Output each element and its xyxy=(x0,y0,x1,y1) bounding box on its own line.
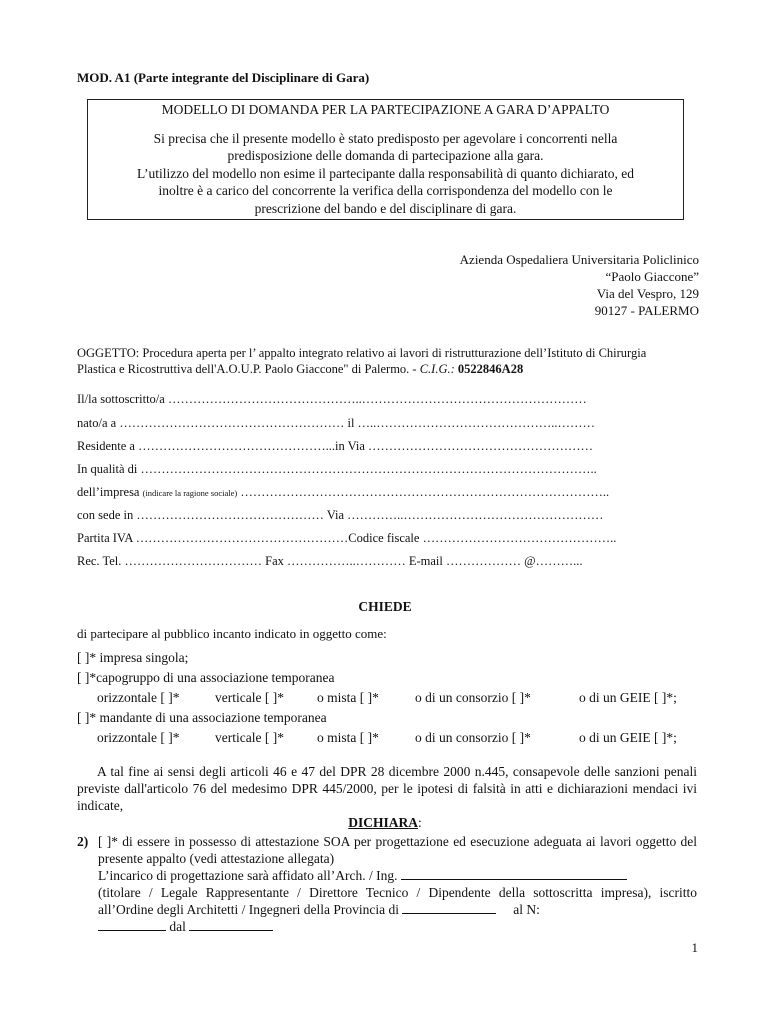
item2-numero-line xyxy=(98,918,697,935)
field-residente[interactable]: Residente a ………………………………………...in Via ……………………………………………… xyxy=(77,439,594,453)
option-mandante-geie[interactable]: o di un GEIE [ ]*; xyxy=(579,730,677,745)
option-capogruppo[interactable]: [ ]*capogruppo di una associazione temporanea xyxy=(77,670,335,685)
item2-soa-line[interactable]: [ ]* di essere in possesso di attestazione SOA per progettazione ed esecuzione adeguata ai lavori oggetto del presente appalto (vedi attestazione allegata) xyxy=(98,834,697,866)
option-capogruppo-consorzio[interactable]: o di un consorzio [ ]* xyxy=(415,690,531,705)
impresa-label: dell’impresa xyxy=(77,485,140,499)
option-capogruppo-mista[interactable]: o mista [ ]* xyxy=(317,690,379,705)
notice-heading: MODELLO DI DOMANDA PER LA PARTECIPAZIONE A GARA D’APPALTO xyxy=(161,102,610,117)
field-impresa[interactable] xyxy=(77,485,609,500)
field-sede[interactable]: con sede in ……………………………………… Via …………..………………………………………… xyxy=(77,508,604,522)
notice-line-3: L’utilizzo del modello non esime il partecipante dalla responsabilità di quanto dichiarato, ed xyxy=(137,165,634,181)
option-mandante-verticale[interactable]: verticale [ ]* xyxy=(215,730,284,745)
chiede-heading: CHIEDE xyxy=(358,599,412,614)
notice-line-5: prescrizione del bando e del disciplinare di gara. xyxy=(254,200,517,216)
option-capogruppo-geie[interactable]: o di un GEIE [ ]*; xyxy=(579,690,677,705)
al-n-label: al N: xyxy=(513,902,540,917)
subject-text: OGGETTO: Procedura aperta per l’ appalto integrato relativo ai lavori di ristrutturazione dell’Istituto di Chirurgia Plastica e Ricostruttiva dell'A.O.U.P. Paolo Giaccone" di Palermo. - xyxy=(77,346,647,376)
dichiara-colon: : xyxy=(418,815,422,830)
form-model-title: MOD. A1 (Parte integrante del Disciplinare di Gara) xyxy=(77,70,370,85)
declaration-item-2 xyxy=(77,833,697,935)
iscritto-label: (titolare / Legale Rappresentante / Direttore Tecnico / Dipendente della sottoscritta impresa), iscritto all’Ordine degli Architetti / Ingegneri della Provincia di xyxy=(98,885,697,917)
option-impresa-singola[interactable]: [ ]* impresa singola; xyxy=(77,650,189,665)
incarico-label: L’incarico di progettazione sarà affidato all’Arch. / Ing. xyxy=(98,868,398,883)
option-mandante[interactable]: [ ]* mandante di una associazione temporanea xyxy=(77,710,327,725)
field-nato[interactable]: nato/a a ……………………………………………… il …..……………………………………..……… xyxy=(77,416,596,430)
field-iva[interactable]: Partita IVA ……………………………………………Codice fiscale ……………………………………….. xyxy=(77,531,617,545)
field-tel[interactable]: Rec. Tel. …………………………… Fax ……………..………… E-mail ……………… @………... xyxy=(77,554,583,568)
item-number: 2) xyxy=(77,834,89,849)
page-number: 1 xyxy=(691,940,698,955)
impresa-note: (indicare la ragione sociale) xyxy=(142,488,238,498)
dichiara-label: DICHIARA xyxy=(348,815,418,830)
option-capogruppo-verticale[interactable]: verticale [ ]* xyxy=(215,690,284,705)
field-sottoscritto[interactable]: Il/la sottoscritto/a ………………………………………..……………………………………………… xyxy=(77,392,587,406)
dal-label: dal xyxy=(169,919,186,934)
impresa-dots: …………………………………………………………………………….. xyxy=(240,485,610,499)
option-mandante-mista[interactable]: o mista [ ]* xyxy=(317,730,379,745)
recipient-line-4: 90127 - PALERMO xyxy=(594,303,699,318)
notice-line-1: Si precisa che il presente modello è stato predisposto per agevolare i concorrenti nella xyxy=(153,130,618,146)
recipient-line-3: Via del Vespro, 129 xyxy=(596,286,699,301)
recipient-line-2: “Paolo Giaccone” xyxy=(605,269,699,284)
notice-line-4: inoltre è a carico del concorrente la verifica della corrispondenza del modello con le xyxy=(158,183,613,198)
registration-number-blank[interactable] xyxy=(98,918,166,931)
cig-value: 0522846A28 xyxy=(457,361,524,376)
notice-box xyxy=(87,99,684,220)
item2-iscritto-line xyxy=(98,884,697,918)
dichiara-heading xyxy=(0,815,770,831)
cig-label: C.I.G.: xyxy=(419,361,455,376)
option-capogruppo-orizzontale[interactable]: orizzontale [ ]* xyxy=(97,690,180,705)
chiede-intro: di partecipare al pubblico incanto indicato in oggetto come: xyxy=(77,626,387,641)
field-qualita[interactable]: In qualità di ……………………………………………………………………………………………….. xyxy=(77,462,597,476)
declaration-intro: A tal fine ai sensi degli articoli 46 e 47 del DPR 28 dicembre 2000 n.445, consapevole delle sanzioni penali previste dall'articolo 76 del medesimo DPR 445/2000, per le ipotesi di falsità in atti e dichiarazioni mendaci ivi indicate, xyxy=(77,764,697,813)
option-mandante-orizzontale[interactable]: orizzontale [ ]* xyxy=(97,730,180,745)
recipient-line-1: Azienda Ospedaliera Universitaria Policlinico xyxy=(459,252,699,267)
item2-incarico-line xyxy=(98,867,697,884)
notice-line-2: predisposizione delle domanda di partecipazione alla gara. xyxy=(227,148,544,163)
province-blank[interactable] xyxy=(402,901,496,914)
registration-date-blank[interactable] xyxy=(189,918,273,931)
subject-paragraph xyxy=(77,346,677,377)
recipient-address xyxy=(460,251,699,319)
option-mandante-consorzio[interactable]: o di un consorzio [ ]* xyxy=(415,730,531,745)
architect-name-blank[interactable] xyxy=(401,867,627,880)
